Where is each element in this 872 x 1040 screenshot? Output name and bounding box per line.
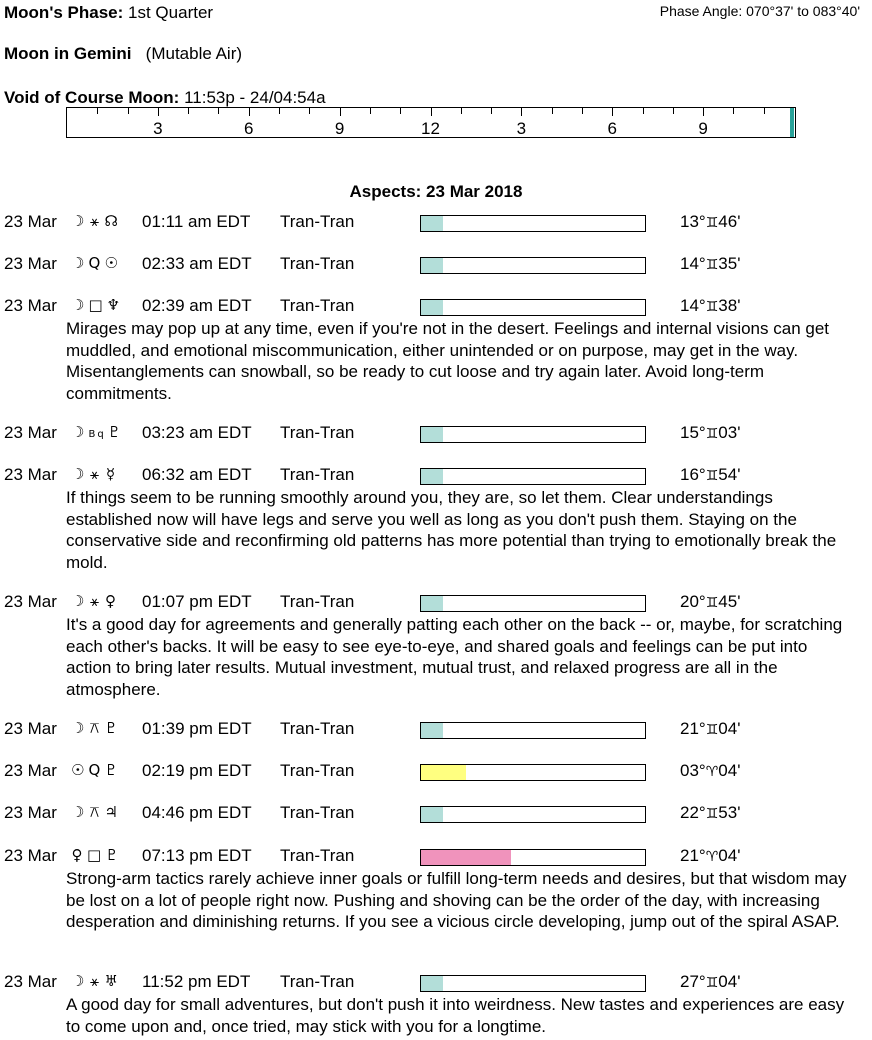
planet-1-icon: ☽ bbox=[71, 972, 87, 990]
aspect-kind: Tran-Tran bbox=[280, 212, 355, 231]
aspect-strength-bar bbox=[420, 806, 646, 823]
aspect-glyphs bbox=[71, 846, 123, 864]
position-minute: 46' bbox=[718, 212, 741, 231]
aspect-glyphs bbox=[71, 254, 122, 272]
aspect-glyphs bbox=[71, 423, 125, 441]
ruler-tick bbox=[673, 108, 674, 114]
position-minute: 03' bbox=[718, 423, 741, 442]
position-degree: 21° bbox=[680, 846, 706, 865]
aspect-time: 06:32 am EDT bbox=[142, 465, 252, 484]
ruler-tick bbox=[218, 108, 219, 114]
aspect-date: 23 Mar bbox=[4, 423, 57, 442]
moon-sign-line bbox=[4, 44, 242, 64]
planet-1-icon: ☽ bbox=[71, 254, 87, 272]
aspect-entry bbox=[4, 761, 864, 783]
zodiac-sign-icon: ♊ bbox=[705, 257, 719, 273]
planet-2-icon: ♆ bbox=[106, 296, 123, 314]
planet-2-icon: ♇ bbox=[107, 423, 124, 441]
aspect-strength-bar bbox=[420, 468, 646, 485]
aspect-entry bbox=[4, 972, 864, 1037]
aspect-date: 23 Mar bbox=[4, 972, 57, 991]
aspect-strength-fill bbox=[421, 469, 443, 484]
planet-1-icon: ☽ bbox=[71, 592, 87, 610]
ruler-tick bbox=[431, 108, 432, 116]
aspect-row bbox=[4, 761, 864, 783]
ruler-tick bbox=[158, 108, 159, 116]
aspect-date: 23 Mar bbox=[4, 212, 57, 231]
ruler-tick bbox=[552, 108, 553, 114]
aspect-type-icon: Bq bbox=[88, 429, 106, 440]
aspect-strength-bar bbox=[420, 975, 646, 992]
aspect-date: 23 Mar bbox=[4, 803, 57, 822]
zodiac-sign-icon: ♊ bbox=[705, 722, 719, 738]
aspect-row bbox=[4, 254, 864, 276]
aspect-entry bbox=[4, 212, 864, 234]
void-of-course-timeline bbox=[66, 107, 796, 138]
aspect-position bbox=[680, 423, 740, 443]
planet-2-icon: ☉ bbox=[104, 254, 120, 272]
aspect-entry bbox=[4, 254, 864, 276]
zodiac-sign-icon: ♊ bbox=[705, 426, 719, 442]
ruler-label: 6 bbox=[244, 119, 254, 138]
aspect-entry bbox=[4, 719, 864, 741]
zodiac-sign-icon: ♊ bbox=[705, 806, 719, 822]
aspect-row bbox=[4, 296, 864, 318]
ruler-tick bbox=[340, 108, 341, 116]
aspect-kind: Tran-Tran bbox=[280, 846, 355, 865]
ruler-tick bbox=[703, 108, 704, 116]
ruler-tick bbox=[400, 108, 401, 114]
position-minute: 04' bbox=[718, 719, 741, 738]
ruler-tick bbox=[370, 108, 371, 114]
ruler-tick bbox=[764, 108, 765, 114]
aspect-type-icon: ⚹ bbox=[89, 465, 101, 483]
position-degree: 20° bbox=[680, 592, 706, 611]
aspect-glyphs bbox=[71, 972, 122, 990]
aspect-strength-bar bbox=[420, 722, 646, 739]
aspect-kind: Tran-Tran bbox=[280, 592, 355, 611]
aspect-glyphs bbox=[71, 592, 120, 610]
aspect-row bbox=[4, 972, 864, 994]
aspect-type-icon: Q bbox=[88, 254, 103, 272]
aspect-row bbox=[4, 846, 864, 868]
aspect-strength-bar bbox=[420, 257, 646, 274]
ruler-tick bbox=[521, 108, 522, 116]
planet-2-icon: ♃ bbox=[104, 803, 120, 821]
aspect-strength-fill bbox=[421, 216, 443, 231]
planet-2-icon: ♇ bbox=[104, 719, 120, 737]
position-minute: 04' bbox=[718, 972, 741, 991]
ruler-label: 9 bbox=[334, 119, 345, 138]
void-of-course-marker bbox=[790, 108, 794, 137]
zodiac-sign-icon: ♊ bbox=[705, 595, 719, 611]
position-minute: 35' bbox=[718, 254, 741, 273]
phase-angle-value: 070°37' to 083°40' bbox=[746, 3, 860, 19]
aspect-description: A good day for small adventures, but don't push it into weirdness. New tastes and experiences are easy to come upon and, once tried, may stick with you for a longtime. bbox=[66, 995, 845, 1036]
aspect-row bbox=[4, 592, 864, 614]
planet-1-icon: ☽ bbox=[71, 423, 87, 441]
planet-1-icon: ♀ bbox=[71, 846, 85, 864]
zodiac-sign-icon: ♈ bbox=[705, 849, 719, 865]
aspect-type-icon: ⚹ bbox=[89, 592, 101, 610]
aspect-strength-fill bbox=[421, 300, 443, 315]
ruler-tick bbox=[249, 108, 250, 116]
aspect-type-icon: Q bbox=[88, 761, 103, 779]
aspect-position bbox=[680, 719, 740, 739]
aspect-glyphs bbox=[71, 719, 122, 737]
aspect-date: 23 Mar bbox=[4, 761, 57, 780]
aspect-strength-bar bbox=[420, 299, 646, 316]
ruler-tick bbox=[491, 108, 492, 114]
aspect-description: It's a good day for agreements and generally patting each other on the back -- or, maybe, for scratching each other's backs. It will be easy to see eye-to-eye, and shared goals and feelings can be put into action to bring later results. Mutual investment, mutual trust, and relaxed progress are all in the atmosphere. bbox=[66, 615, 843, 699]
position-minute: 04' bbox=[718, 846, 741, 865]
aspect-entry bbox=[4, 296, 864, 404]
aspect-description: Mirages may pop up at any time, even if you're not in the desert. Feelings and internal visions can get muddled, and emotional miscommunication, either unintended or on purpose, may get in the way. Misentanglements can snowball, so be ready to cut loose and try again later. Avoid long-term commitments. bbox=[66, 319, 829, 403]
aspect-date: 23 Mar bbox=[4, 592, 57, 611]
planet-1-icon: ☽ bbox=[71, 465, 87, 483]
phase-angle bbox=[660, 3, 860, 19]
aspect-position bbox=[680, 254, 740, 274]
position-degree: 13° bbox=[680, 212, 706, 231]
zodiac-sign-icon: ♊ bbox=[705, 299, 719, 315]
voc-value: 11:53p - 24/04:54a bbox=[184, 88, 326, 107]
position-minute: 38' bbox=[718, 296, 741, 315]
aspect-date: 23 Mar bbox=[4, 719, 57, 738]
aspect-position bbox=[680, 592, 740, 612]
position-degree: 21° bbox=[680, 719, 706, 738]
ruler-tick bbox=[188, 108, 189, 114]
ruler-tick bbox=[733, 108, 734, 114]
aspect-entry bbox=[4, 846, 864, 933]
moon-phase-line bbox=[4, 3, 213, 23]
aspect-strength-fill bbox=[421, 596, 443, 611]
aspect-time: 02:33 am EDT bbox=[142, 254, 252, 273]
aspect-row bbox=[4, 803, 864, 825]
zodiac-sign-icon: ♊ bbox=[705, 975, 719, 991]
aspect-kind: Tran-Tran bbox=[280, 254, 355, 273]
ruler-tick bbox=[128, 108, 129, 114]
aspect-strength-fill bbox=[421, 850, 511, 865]
aspect-time: 07:13 pm EDT bbox=[142, 846, 252, 865]
position-degree: 16° bbox=[680, 465, 706, 484]
position-degree: 14° bbox=[680, 254, 706, 273]
aspect-position bbox=[680, 465, 740, 485]
aspect-strength-fill bbox=[421, 765, 466, 780]
aspect-position bbox=[680, 761, 740, 781]
aspect-entry bbox=[4, 592, 864, 700]
aspect-time: 01:39 pm EDT bbox=[142, 719, 252, 738]
position-degree: 03° bbox=[680, 761, 706, 780]
position-minute: 04' bbox=[718, 761, 741, 780]
aspect-glyphs bbox=[71, 465, 120, 483]
aspect-glyphs bbox=[71, 212, 122, 230]
planet-1-icon: ☽ bbox=[71, 803, 87, 821]
moon-phase-label: Moon's Phase: bbox=[4, 3, 124, 22]
aspect-time: 01:07 pm EDT bbox=[142, 592, 252, 611]
aspect-kind: Tran-Tran bbox=[280, 423, 355, 442]
aspect-row bbox=[4, 465, 864, 487]
aspect-time: 03:23 am EDT bbox=[142, 423, 252, 442]
zodiac-sign-icon: ♊ bbox=[705, 468, 719, 484]
aspect-type-icon: ⚹ bbox=[89, 212, 101, 230]
voc-label: Void of Course Moon: bbox=[4, 88, 180, 107]
aspect-strength-fill bbox=[421, 427, 443, 442]
aspect-strength-bar bbox=[420, 849, 646, 866]
ruler-label: 3 bbox=[153, 119, 163, 138]
moon-sign-detail: (Mutable Air) bbox=[145, 44, 243, 63]
aspect-strength-bar bbox=[420, 764, 646, 781]
ruler-label: 6 bbox=[607, 119, 617, 138]
position-degree: 15° bbox=[680, 423, 706, 442]
moon-sign-label: Moon in Gemini bbox=[4, 44, 132, 63]
aspect-position bbox=[680, 212, 740, 232]
ruler-tick bbox=[643, 108, 644, 114]
aspect-glyphs bbox=[71, 803, 122, 821]
aspect-type-icon: ⚻ bbox=[89, 719, 102, 737]
aspect-time: 01:11 am EDT bbox=[142, 212, 251, 231]
aspect-strength-bar bbox=[420, 595, 646, 612]
aspect-kind: Tran-Tran bbox=[280, 761, 355, 780]
ruler-tick bbox=[309, 108, 310, 114]
ruler-tick bbox=[582, 108, 583, 114]
aspect-row bbox=[4, 719, 864, 741]
aspect-kind: Tran-Tran bbox=[280, 296, 355, 315]
aspect-description: Strong-arm tactics rarely achieve inner goals or fulfill long-term needs and desires, but that wisdom may be lost on a lot of people right now. Pushing and shoving can be the order of the day, with increasing desperation and diminishing returns. If you see a vicious circle developing, jump out of the spiral ASAP. bbox=[66, 869, 847, 931]
aspect-type-icon: ⚻ bbox=[89, 803, 102, 821]
aspect-strength-fill bbox=[421, 807, 443, 822]
aspect-date: 23 Mar bbox=[4, 846, 57, 865]
aspect-kind: Tran-Tran bbox=[280, 972, 355, 991]
aspect-date: 23 Mar bbox=[4, 254, 57, 273]
planet-2-icon: ☊ bbox=[104, 212, 120, 230]
planet-1-icon: ☽ bbox=[71, 296, 87, 314]
aspect-position bbox=[680, 846, 740, 866]
ruler-label: 9 bbox=[698, 119, 708, 138]
aspect-type-icon: □ bbox=[87, 846, 104, 864]
aspect-kind: Tran-Tran bbox=[280, 803, 355, 822]
aspect-position bbox=[680, 972, 740, 992]
aspect-row bbox=[4, 423, 864, 445]
position-minute: 45' bbox=[718, 592, 741, 611]
aspect-kind: Tran-Tran bbox=[280, 465, 355, 484]
moon-phase-value: 1st Quarter bbox=[128, 3, 214, 22]
aspect-glyphs bbox=[71, 296, 124, 314]
ruler-tick bbox=[612, 108, 613, 116]
aspect-time: 11:52 pm EDT bbox=[142, 972, 251, 991]
aspect-date: 23 Mar bbox=[4, 465, 57, 484]
aspect-kind: Tran-Tran bbox=[280, 719, 355, 738]
ruler-tick bbox=[97, 108, 98, 114]
planet-1-icon: ☉ bbox=[71, 761, 87, 779]
aspect-row bbox=[4, 212, 864, 234]
aspects-title: Aspects: 23 Mar 2018 bbox=[349, 182, 523, 201]
aspect-time: 04:46 pm EDT bbox=[142, 803, 252, 822]
planet-1-icon: ☽ bbox=[71, 212, 87, 230]
aspect-strength-bar bbox=[420, 215, 646, 232]
phase-angle-label: Phase Angle: bbox=[659, 3, 743, 19]
position-degree: 22° bbox=[680, 803, 706, 822]
aspect-type-icon: □ bbox=[88, 296, 105, 314]
zodiac-sign-icon: ♈ bbox=[705, 764, 719, 780]
ruler-tick bbox=[279, 108, 280, 114]
aspect-description: If things seem to be running smoothly around you, they are, so let them. Clear understandings established now will have legs and serve you well as long as you don't push them. Staying on the conservative side and reconfirming old patterns has more potential than trying to emotionally break the mold. bbox=[66, 488, 837, 572]
ruler-label: 12 bbox=[421, 119, 440, 138]
void-of-course-line bbox=[4, 88, 326, 108]
aspect-entry bbox=[4, 423, 864, 445]
position-minute: 54' bbox=[718, 465, 741, 484]
position-degree: 14° bbox=[680, 296, 706, 315]
aspect-strength-bar bbox=[420, 426, 646, 443]
aspect-time: 02:39 am EDT bbox=[142, 296, 252, 315]
aspect-date: 23 Mar bbox=[4, 296, 57, 315]
planet-2-icon: ♇ bbox=[104, 761, 120, 779]
position-degree: 27° bbox=[680, 972, 706, 991]
position-minute: 53' bbox=[718, 803, 741, 822]
planet-2-icon: ♇ bbox=[105, 846, 121, 864]
planet-2-icon: ☿ bbox=[105, 465, 118, 483]
aspect-position bbox=[680, 296, 740, 316]
aspect-glyphs bbox=[71, 761, 122, 779]
aspect-entry bbox=[4, 465, 864, 573]
planet-2-icon: ♀ bbox=[104, 592, 118, 610]
aspect-type-icon: ⚹ bbox=[89, 972, 101, 990]
aspect-strength-fill bbox=[421, 723, 443, 738]
aspect-time: 02:19 pm EDT bbox=[142, 761, 252, 780]
zodiac-sign-icon: ♊ bbox=[705, 215, 719, 231]
aspect-strength-fill bbox=[421, 976, 443, 991]
planet-2-icon: ♅ bbox=[104, 972, 120, 990]
ruler-label: 3 bbox=[516, 119, 527, 138]
aspect-entry bbox=[4, 803, 864, 825]
aspect-strength-fill bbox=[421, 258, 443, 273]
aspect-position bbox=[680, 803, 740, 823]
ruler-tick bbox=[461, 108, 462, 114]
planet-1-icon: ☽ bbox=[71, 719, 87, 737]
